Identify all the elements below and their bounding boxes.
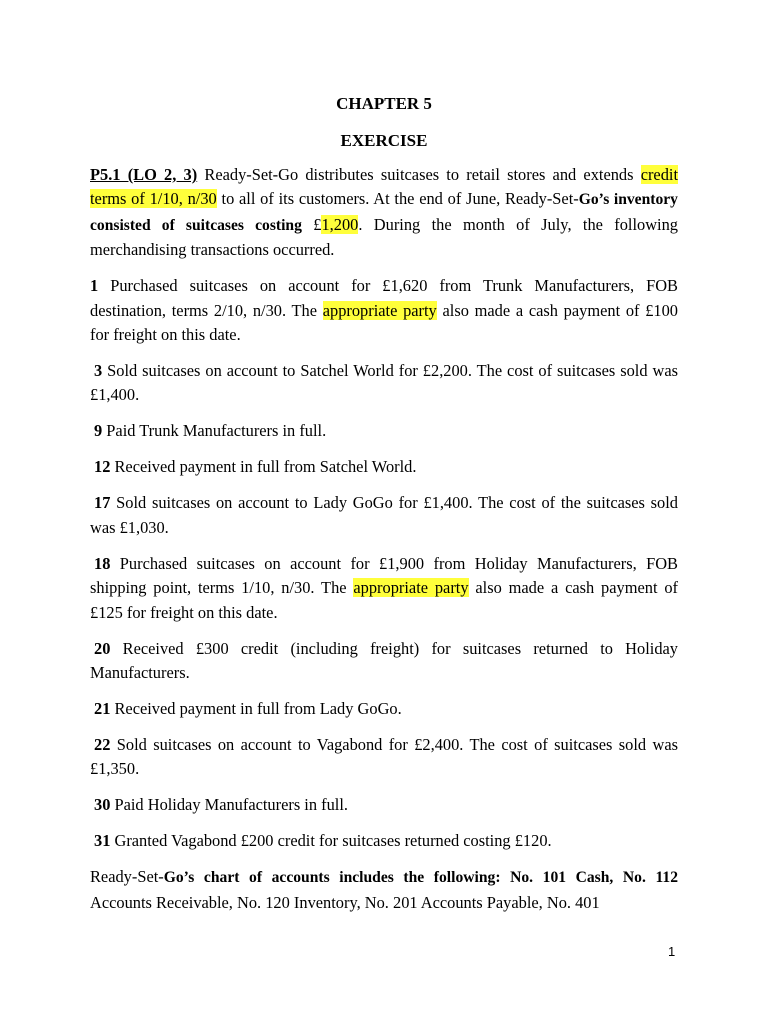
coa-text-1: Ready-Set-: [90, 867, 164, 887]
transaction-item: [90, 697, 678, 721]
problem-text-1: Ready-Set-Go distributes suitcases to retail stores and extends: [197, 165, 641, 184]
highlight-inventory-amount: 1,200: [321, 214, 359, 234]
problem-text-2: to all of its customers. At the end of June, Ready-Set-: [216, 189, 579, 209]
coa-text-3: Accounts Receivable, No. 120 Inventory, No. 201 Accounts Payable, No. 401: [90, 892, 600, 912]
transaction-day: 12: [94, 457, 111, 477]
highlight-credit-terms: credit terms of 1/10, n/30: [90, 165, 678, 209]
problem-paragraph: [90, 163, 678, 263]
transaction-text: Purchased suitcases on account for £1,620 from Trunk Manufacturers, FOB destination, terms 2/10, n/30. The: [90, 276, 678, 320]
transaction-item: [90, 793, 678, 817]
transaction-text: Sold suitcases on account to Satchel World for £2,200. The cost of suitcases sold was £1,400.: [90, 361, 678, 405]
transaction-item: [90, 419, 678, 443]
transaction-day: 9: [94, 421, 103, 441]
transaction-text: Received payment in full from Lady GoGo.: [110, 699, 402, 719]
transaction-item: [90, 733, 678, 782]
transaction-day: 17: [94, 493, 111, 513]
transaction-day: 3: [94, 361, 103, 381]
problem-text-3: Go’s inventory consisted of suitcases costing: [90, 191, 678, 234]
transaction-text: Sold suitcases on account to Vagabond for £2,400. The cost of suitcases sold was £1,350.: [90, 735, 678, 779]
highlight-appropriate-party: appropriate party: [322, 300, 437, 320]
transaction-text: Received payment in full from Satchel World.: [110, 457, 417, 477]
transaction-text: Received £300 credit (including freight) for suitcases returned to Holiday Manufacturers.: [90, 638, 678, 683]
section-title: EXERCISE: [340, 131, 428, 150]
document-body: [90, 163, 678, 927]
transaction-day: 31: [94, 831, 111, 851]
transaction-day: 20: [94, 638, 111, 658]
transaction-item: [90, 829, 678, 853]
transaction-day: 18: [94, 553, 111, 573]
transaction-text: Purchased suitcases on account for £1,900 from Holiday Manufacturers, FOB shipping point, terms 1/10, n/30. The: [90, 553, 678, 598]
transaction-text: Paid Trunk Manufacturers in full.: [102, 421, 327, 441]
transaction-text: Granted Vagabond £200 credit for suitcases returned costing £120.: [110, 831, 552, 851]
transaction-item: [90, 274, 678, 347]
transaction-day: 22: [94, 735, 111, 755]
transaction-text: Sold suitcases on account to Lady GoGo for £1,400. The cost of the suitcases sold was £1,030.: [90, 493, 678, 537]
transaction-item: [90, 455, 678, 479]
page-number: 1: [668, 944, 676, 959]
transaction-day: 30: [94, 795, 111, 815]
problem-id: P5.1 (LO 2, 3): [90, 165, 198, 184]
transaction-day: 21: [94, 699, 111, 719]
transaction-text-after: also made a cash payment of £100 for freight on this date.: [90, 300, 679, 345]
problem-text-5: . During the month of July, the following merchandising transactions occurred.: [90, 214, 678, 260]
problem-text-4: £: [301, 214, 322, 234]
transaction-item: [90, 552, 678, 625]
transaction-text-after: also made a cash payment of £125 for freight on this date.: [90, 578, 678, 622]
transaction-item: [90, 359, 678, 408]
coa-text-2: Go’s chart of accounts includes the following: No. 101 Cash, No. 112: [163, 869, 678, 887]
transaction-text: Paid Holiday Manufacturers in full.: [110, 795, 348, 815]
chapter-title: CHAPTER 5: [336, 94, 432, 113]
highlight-appropriate-party: appropriate party: [353, 578, 469, 598]
transaction-item: [90, 637, 678, 686]
transaction-item: [90, 491, 678, 540]
chart-of-accounts-paragraph: [90, 865, 678, 915]
transaction-day: 1: [90, 276, 99, 296]
